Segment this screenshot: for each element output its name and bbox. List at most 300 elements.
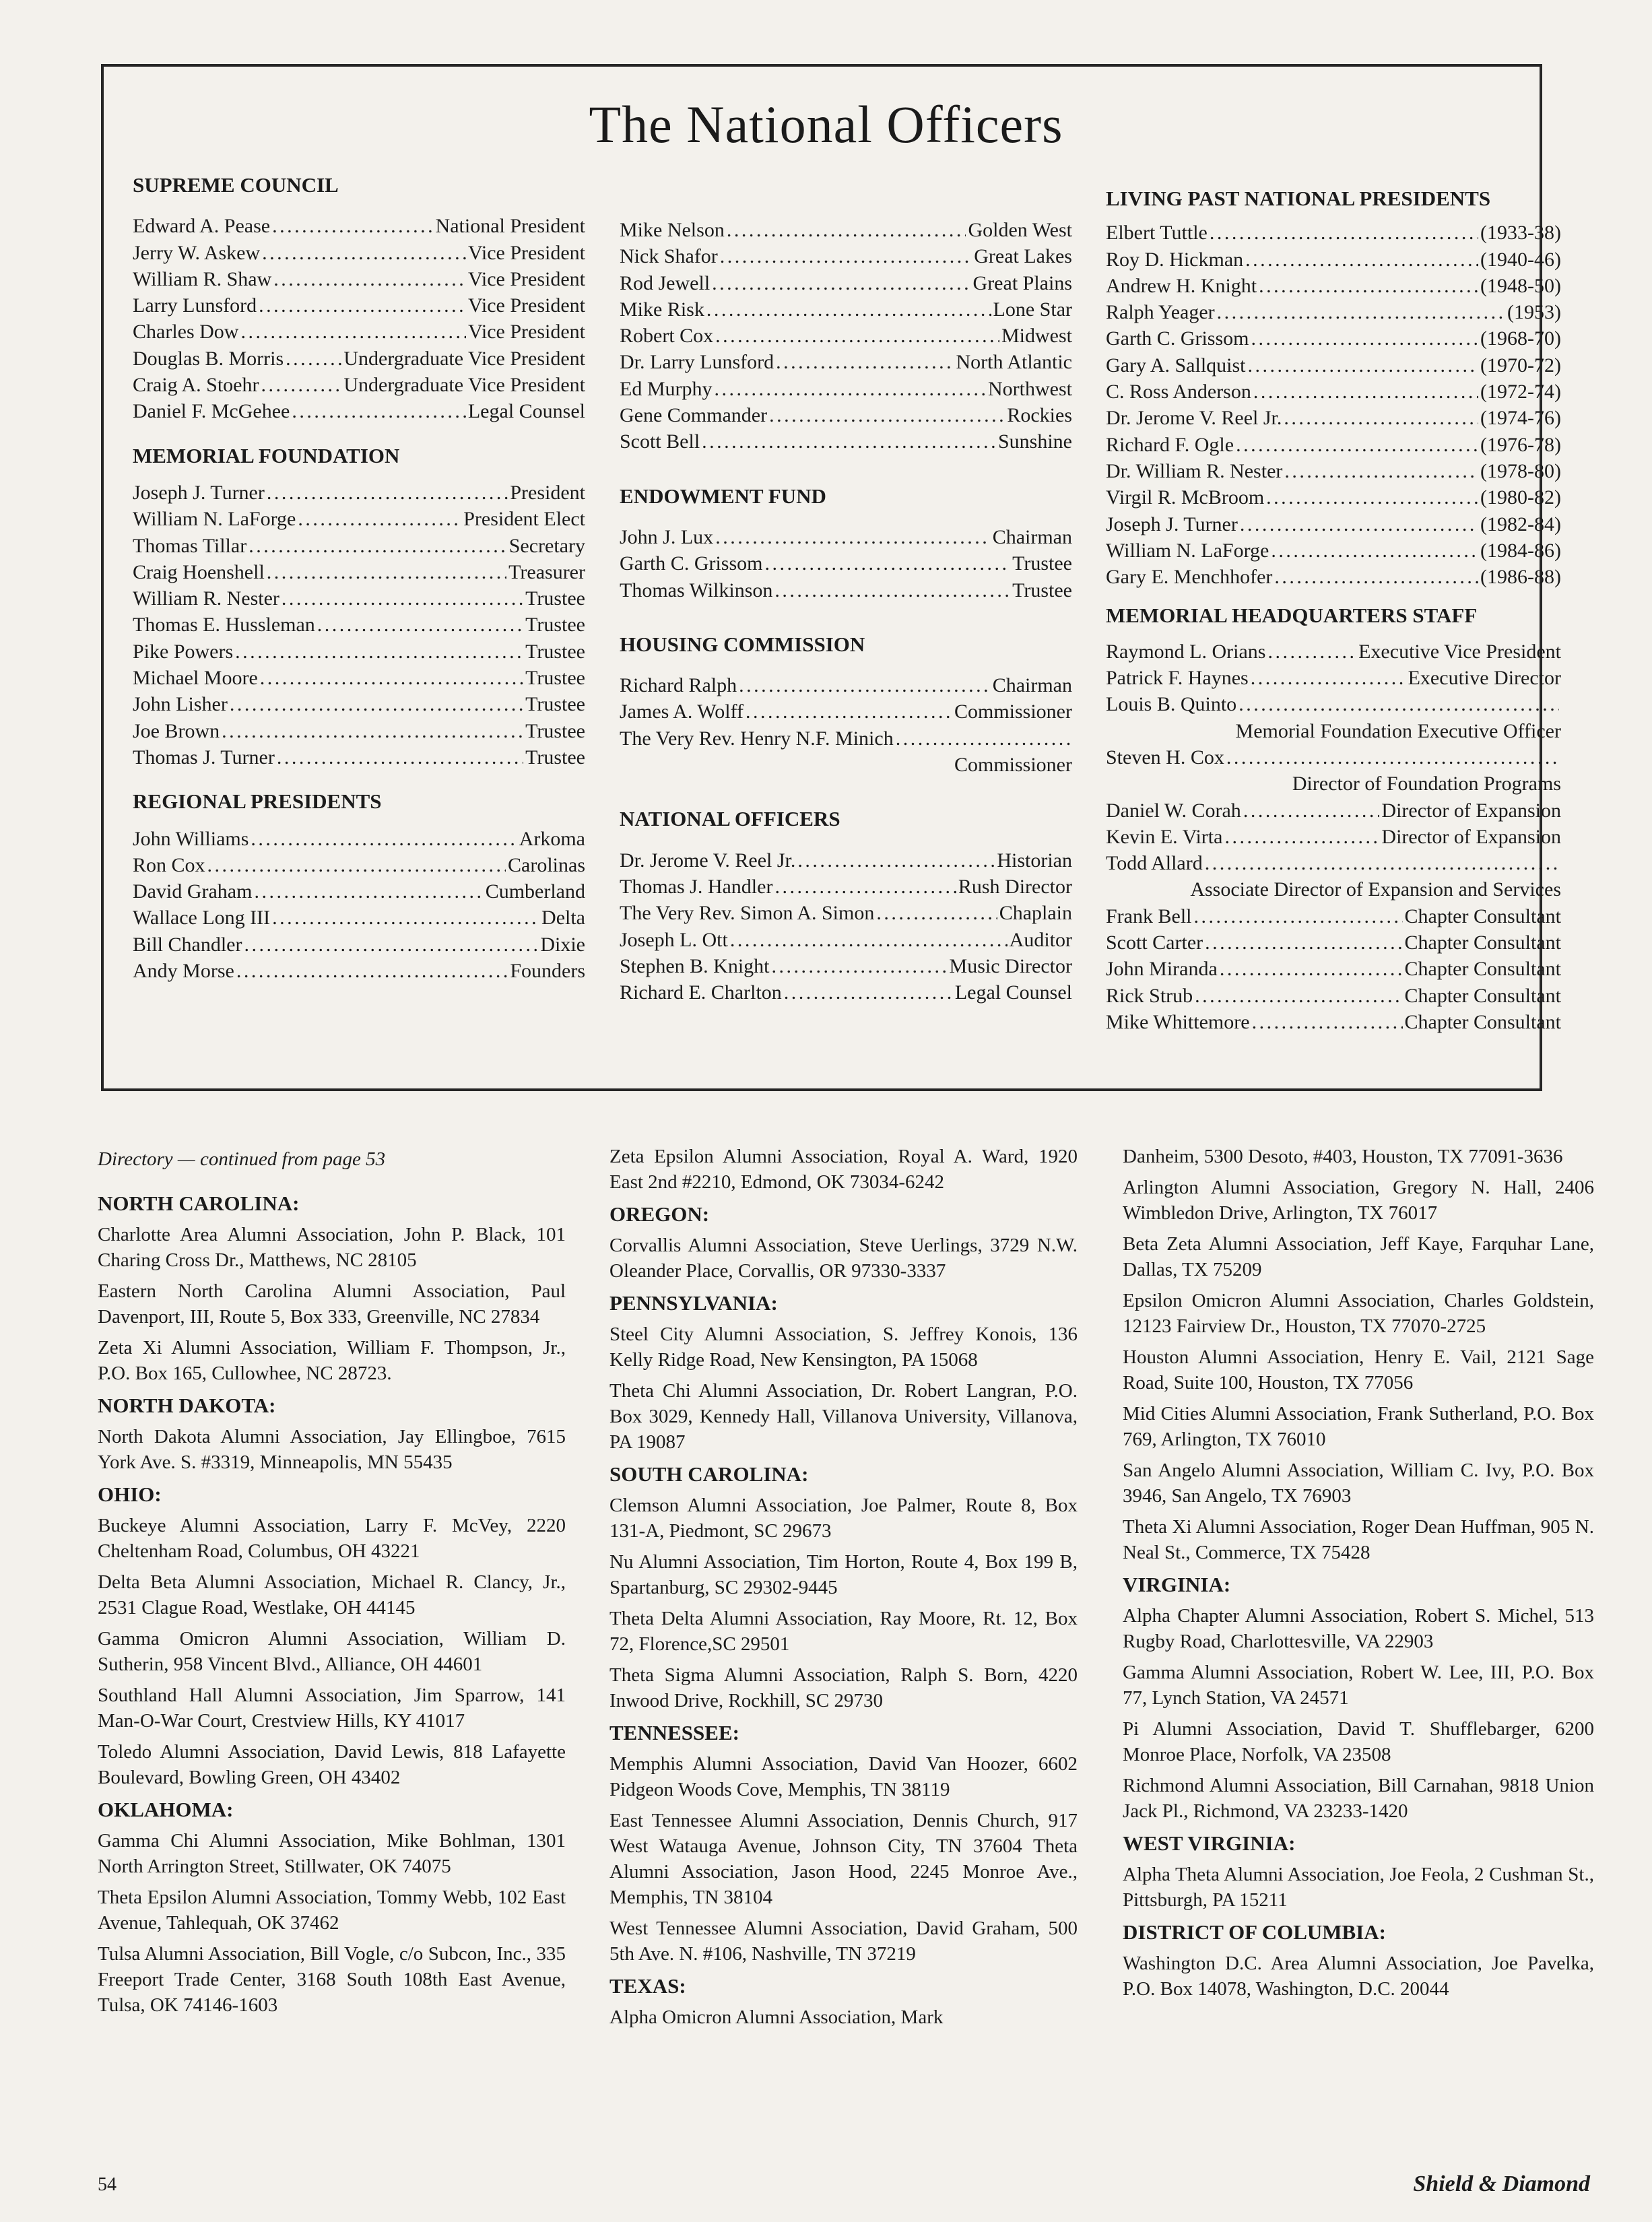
officer-role: (1953) <box>1507 301 1561 324</box>
officer-name: John Miranda <box>1106 958 1218 981</box>
officer-row <box>1106 405 1561 431</box>
officer-role: (1982-84) <box>1480 513 1561 535</box>
officer-row <box>1106 537 1561 564</box>
officer-role: Carolinas <box>508 853 585 876</box>
dot-leader <box>727 217 966 243</box>
directory-entry: Richmond Alumni Association, Bill Carnahan, 9818 Union Jack Pl., Richmond, VA 23233-1420 <box>1123 1775 1594 1822</box>
officer-row <box>1106 247 1561 273</box>
officer-row <box>133 292 585 319</box>
officer-row <box>1106 797 1561 824</box>
dot-leader <box>772 953 948 979</box>
officer-role: (1948-50) <box>1480 274 1561 297</box>
officer-name: Thomas J. Handler <box>620 875 773 898</box>
dot-leader <box>1274 564 1478 590</box>
officer-row <box>620 979 1072 1006</box>
officer-role: Golden West <box>968 219 1072 241</box>
directory-entry: Washington D.C. Area Alumni Association, Joe Pavelka, P.O. Box 14078, Washington, D.C. 20044 <box>1123 1953 1594 2000</box>
officer-row <box>133 878 585 905</box>
officer-name: Mike Nelson <box>620 219 725 241</box>
officer-role: North Atlantic <box>956 351 1072 374</box>
section-heading: NATIONAL OFFICERS <box>620 807 840 831</box>
officer-name: William R. Nester <box>133 587 279 610</box>
officer-name: Frank Bell <box>1106 905 1192 927</box>
officer-row <box>1106 929 1561 956</box>
officer-row <box>1106 1009 1561 1035</box>
directory-entry: Alpha Omicron Alumni Association, Mark <box>609 2006 944 2028</box>
officer-row <box>133 346 585 372</box>
officer-name: Rod Jewell <box>620 271 711 294</box>
officer-role: Auditor <box>1009 928 1072 951</box>
section-heading: ENDOWMENT FUND <box>620 484 826 508</box>
directory-entry: Gamma Alumni Association, Robert W. Lee, III, P.O. Box 77, Lynch Station, VA 24571 <box>1123 1662 1594 1709</box>
officer-name: Richard E. Charlton <box>620 981 782 1004</box>
officer-name: Pike Powers <box>133 640 234 663</box>
dot-leader <box>746 698 952 725</box>
dot-leader <box>1236 432 1478 458</box>
directory-entry: West Tennessee Alumni Association, David Graham, 500 5th Ave. N. #106, Nashville, TN 37219 <box>609 1918 1078 1965</box>
directory-list <box>98 1191 566 2018</box>
officer-row <box>620 698 1072 725</box>
officer-name: Andy Morse <box>133 960 234 983</box>
state-heading: DISTRICT OF COLUMBIA: <box>1123 1920 1386 1944</box>
dot-leader <box>715 376 987 402</box>
officer-name: Gene Commander <box>620 404 768 427</box>
directory-entry: Epsilon Omicron Alumni Association, Charles Goldstein, 12123 Fairview Dr., Houston, TX 77070-2725 <box>1123 1290 1594 1337</box>
officer-role: Vice President <box>468 267 585 290</box>
officer-row <box>620 243 1072 269</box>
officer-name: Mike Whittemore <box>1106 1010 1250 1033</box>
continued-note: Directory — continued from page 53 <box>98 1148 386 1170</box>
officer-name: Scott Bell <box>620 430 700 453</box>
state-heading: TEXAS: <box>609 1974 686 1998</box>
officer-role: (1933-38) <box>1480 222 1561 244</box>
dot-leader <box>240 319 466 345</box>
officer-role: President <box>510 481 585 504</box>
dot-leader <box>1259 273 1478 299</box>
officer-name: Edward A. Pease <box>133 215 271 238</box>
directory-entry: Tulsa Alumni Association, Bill Vogle, c/o Subcon, Inc., 335 Freeport Trade Center, 3168 South 108th East Avenue, Tulsa, OK 74146-1603 <box>98 1943 566 2016</box>
officer-row <box>133 533 585 559</box>
directory-entry: Theta Delta Alumni Association, Ray Moore, Rt. 12, Box 72, Florence,SC 29501 <box>609 1608 1078 1655</box>
officer-role: Trustee <box>1012 552 1072 575</box>
officer-row <box>133 691 585 717</box>
officer-name: Robert Cox <box>620 325 714 348</box>
dot-leader <box>896 725 1070 752</box>
dot-leader <box>720 243 972 269</box>
officer-row <box>1106 691 1561 717</box>
officer-row <box>620 672 1072 698</box>
dot-leader <box>236 958 508 984</box>
regional-presidents-list <box>133 826 585 985</box>
directory-entry: San Angelo Alumni Association, William C. Ivy, P.O. Box 3946, San Angelo, TX 76903 <box>1123 1460 1594 1507</box>
magazine-title: Shield & Diamond <box>1413 2171 1590 2196</box>
section-heading: LIVING PAST NATIONAL PRESIDENTS <box>1106 187 1491 210</box>
officer-role: Trustee <box>525 746 585 769</box>
officer-role: Chapter Consultant <box>1404 932 1561 954</box>
dot-leader <box>1205 929 1402 956</box>
dot-leader <box>262 240 466 266</box>
state-heading: OKLAHOMA: <box>98 1798 234 1821</box>
officer-row <box>133 398 585 424</box>
officer-role: Trustee <box>525 693 585 716</box>
dot-leader <box>230 691 523 717</box>
officer-role: Great Plains <box>972 271 1072 294</box>
directory-entry: Gamma Omicron Alumni Association, William D. Sutherin, 958 Vincent Blvd., Alliance, OH 44601 <box>98 1628 566 1675</box>
directory-entry: Mid Cities Alumni Association, Frank Sutherland, P.O. Box 769, Arlington, TX 76010 <box>1123 1403 1594 1450</box>
officer-name: Gary A. Sallquist <box>1106 354 1246 377</box>
directory-entry: Beta Zeta Alumni Association, Jeff Kaye, Farquhar Lane, Dallas, TX 75209 <box>1123 1233 1594 1280</box>
dot-leader <box>776 349 954 375</box>
officer-row <box>133 718 585 744</box>
officer-row <box>133 932 585 958</box>
dot-leader <box>259 292 466 319</box>
officer-name: Garth C. Grissom <box>1106 327 1249 350</box>
officer-name: Todd Allard <box>1106 852 1203 875</box>
officer-row <box>133 958 585 984</box>
state-heading: PENNSYLVANIA: <box>609 1291 778 1315</box>
officer-row <box>620 270 1072 296</box>
dot-leader <box>1248 352 1479 379</box>
section-heading: MEMORIAL FOUNDATION <box>133 443 400 467</box>
officer-name: James A. Wolff <box>620 700 744 723</box>
dot-leader <box>715 323 999 349</box>
officer-row <box>620 953 1072 979</box>
directory-entry: Memphis Alumni Association, David Van Hoozer, 6602 Pidgeon Woods Cove, Memphis, TN 38119 <box>609 1753 1078 1800</box>
officer-role: (1978-80) <box>1480 459 1561 482</box>
state-heading: OREGON: <box>609 1202 710 1226</box>
officer-role: Trustee <box>525 719 585 742</box>
dot-leader <box>273 266 466 292</box>
officer-name: Thomas E. Hussleman <box>133 614 315 636</box>
officer-row <box>133 639 585 665</box>
officer-name: Thomas J. Turner <box>133 746 275 769</box>
dot-leader <box>235 639 523 665</box>
officer-row <box>1106 220 1561 246</box>
dot-leader <box>1226 744 1559 771</box>
officer-role: Memorial Foundation Executive Officer <box>1235 719 1561 742</box>
officer-row <box>620 874 1072 900</box>
officer-role: (1970-72) <box>1480 354 1561 377</box>
officer-role: Legal Counsel <box>954 981 1072 1004</box>
officer-role: Treasurer <box>508 560 585 583</box>
officer-role: (1980-82) <box>1480 486 1561 509</box>
officer-name: Joseph J. Turner <box>1106 513 1238 535</box>
officer-role: Vice President <box>468 321 585 344</box>
dot-leader <box>251 826 517 852</box>
officer-name: John Williams <box>133 827 249 850</box>
officer-role: Commissioner <box>954 700 1072 723</box>
dot-leader <box>1284 405 1478 431</box>
officer-name: Dr. William R. Nester <box>1106 459 1283 482</box>
officer-name: The Very Rev. Simon A. Simon <box>620 902 875 925</box>
officer-role: Trustee <box>525 667 585 690</box>
officer-name: William N. LaForge <box>1106 539 1269 562</box>
officer-row <box>133 744 585 771</box>
officer-row <box>133 905 585 931</box>
dot-leader <box>292 398 466 424</box>
dot-leader <box>286 346 341 372</box>
dot-leader <box>244 932 538 958</box>
directory-entry: Theta Xi Alumni Association, Roger Dean Huffman, 905 N. Neal St., Commerce, TX 75428 <box>1123 1516 1594 1563</box>
officer-name: Jerry W. Askew <box>133 241 261 264</box>
dot-leader <box>261 372 342 398</box>
officer-role: Chaplain <box>999 902 1072 925</box>
officer-role: Chairman <box>992 525 1072 548</box>
officer-name: David Graham <box>133 880 253 903</box>
officer-role: Chapter Consultant <box>1404 1010 1561 1033</box>
dot-leader <box>784 979 953 1006</box>
officer-row <box>133 480 585 506</box>
directory-entry: Alpha Theta Alumni Association, Joe Feola, 2 Cushman St., Pittsburgh, PA 15211 <box>1123 1864 1594 1911</box>
officer-role: Delta <box>541 907 585 929</box>
dot-leader <box>1252 1009 1403 1035</box>
page-title: The National Officers <box>589 95 1063 154</box>
officer-role: Executive Director <box>1408 667 1561 690</box>
officer-row <box>1106 511 1561 537</box>
officer-row <box>133 319 585 345</box>
dot-leader <box>222 718 523 744</box>
officer-name: Charles Dow <box>133 321 239 344</box>
directory-list <box>609 1144 1078 2030</box>
officer-name: Scott Carter <box>1106 932 1203 954</box>
section-heading: HOUSING COMMISSION <box>620 632 865 656</box>
dot-leader <box>1238 691 1559 717</box>
officer-row <box>620 217 1072 243</box>
dot-leader <box>706 296 991 323</box>
officer-role: Great Lakes <box>974 245 1072 268</box>
officer-name: John Lisher <box>133 693 228 716</box>
dot-leader <box>282 585 523 612</box>
officer-row <box>1106 956 1561 982</box>
directory-entry: Nu Alumni Association, Tim Horton, Route 4, Box 199 B, Spartanburg, SC 29302-9445 <box>609 1551 1078 1598</box>
dot-leader <box>774 874 956 900</box>
dot-leader <box>1267 639 1356 665</box>
officer-name: William N. LaForge <box>133 508 296 531</box>
dot-leader <box>1266 484 1478 511</box>
officer-name: Nick Shafor <box>620 245 718 268</box>
officer-name: Andrew H. Knight <box>1106 274 1257 297</box>
officer-row <box>620 577 1072 603</box>
dot-leader <box>1251 665 1406 691</box>
officer-row <box>133 852 585 878</box>
officer-row <box>620 376 1072 402</box>
regions-list <box>620 217 1072 455</box>
past-presidents-list <box>1106 220 1561 590</box>
dot-leader <box>1224 824 1379 850</box>
officer-role: Chapter Consultant <box>1404 984 1561 1007</box>
officer-role: Director of Foundation Programs <box>1292 773 1561 795</box>
officer-role: Chapter Consultant <box>1404 905 1561 927</box>
officer-role: Director of Expansion <box>1381 799 1561 822</box>
dot-leader <box>260 665 523 691</box>
directory-entry: Corvallis Alumni Association, Steve Uerlings, 3729 N.W. Oleander Place, Corvallis, OR 97330-3337 <box>609 1235 1078 1282</box>
officer-name: Ed Murphy <box>620 377 713 400</box>
officer-role: Associate Director of Expansion and Services <box>1190 878 1561 901</box>
directory-entry: Theta Sigma Alumni Association, Ralph S. Born, 4220 Inwood Drive, Rockhill, SC 29730 <box>609 1664 1078 1711</box>
dot-leader <box>702 428 996 455</box>
officer-role: Chapter Consultant <box>1404 958 1561 981</box>
officer-row <box>620 323 1072 349</box>
directory-entry: Theta Epsilon Alumni Association, Tommy Webb, 102 East Avenue, Tahlequah, OK 37462 <box>98 1887 566 1934</box>
officer-role: Rush Director <box>958 875 1072 898</box>
directory-entry: Alpha Chapter Alumni Association, Robert S. Michel, 513 Rugby Road, Charlottesville, VA 22903 <box>1123 1605 1594 1652</box>
officer-row <box>133 826 585 852</box>
dot-leader <box>797 847 995 874</box>
state-heading: WEST VIRGINIA: <box>1123 1831 1296 1855</box>
officer-row <box>133 585 585 612</box>
dot-leader <box>1245 247 1478 273</box>
officer-row <box>1106 273 1561 299</box>
directory-entry: Arlington Alumni Association, Gregory N. Hall, 2406 Wimbledon Drive, Arlington, TX 76017 <box>1123 1177 1594 1224</box>
dot-leader <box>876 900 997 926</box>
officer-role: (1976-78) <box>1480 433 1561 456</box>
officer-name: Thomas Tillar <box>133 534 247 557</box>
officer-name: Patrick F. Haynes <box>1106 667 1249 690</box>
dot-leader <box>1195 983 1402 1009</box>
dot-leader <box>1240 511 1478 537</box>
officer-role: Trustee <box>1012 579 1072 601</box>
officer-role: (1940-46) <box>1480 248 1561 271</box>
officer-name: Daniel F. McGehee <box>133 400 290 423</box>
officer-row <box>620 927 1072 953</box>
supreme-council-list <box>133 213 585 424</box>
hq-staff-list <box>1106 639 1561 1035</box>
officers-column-3 <box>1106 185 1561 1035</box>
page-number: 54 <box>98 2174 117 2195</box>
officer-name: Stephen B. Knight <box>620 954 770 977</box>
officer-role: (1968-70) <box>1480 327 1561 350</box>
dot-leader <box>254 878 483 905</box>
dot-leader <box>769 402 1005 428</box>
officer-row <box>620 725 1072 752</box>
officer-name: Ron Cox <box>133 853 205 876</box>
officer-role: Northwest <box>988 377 1072 400</box>
officer-name: William R. Shaw <box>133 267 272 290</box>
officer-role: (1986-88) <box>1480 566 1561 589</box>
officer-role: Historian <box>997 849 1072 872</box>
officer-name: Garth C. Grissom <box>620 552 763 575</box>
officer-role: Director of Expansion <box>1381 825 1561 848</box>
directory-entry: Pi Alumni Association, David T. Shufflebarger, 6200 Monroe Place, Norfolk, VA 23508 <box>1123 1718 1594 1765</box>
officer-row <box>620 524 1072 550</box>
officer-row <box>133 665 585 691</box>
dot-leader <box>277 744 523 771</box>
officer-row <box>133 266 585 292</box>
officer-name: Joseph J. Turner <box>133 481 265 504</box>
dot-leader <box>267 480 508 506</box>
officer-role: (1972-74) <box>1480 381 1561 403</box>
dot-leader <box>1253 379 1478 405</box>
officer-name: John J. Lux <box>620 525 714 548</box>
officer-role: (1984-86) <box>1480 539 1561 562</box>
officer-role: Midwest <box>1001 325 1072 348</box>
state-heading: SOUTH CAROLINA: <box>609 1462 809 1486</box>
directory-entry: Gamma Chi Alumni Association, Mike Bohlman, 1301 North Arrington Street, Stillwater, OK 74075 <box>98 1830 566 1877</box>
state-heading: TENNESSEE: <box>609 1721 739 1744</box>
directory-column-1 <box>98 1146 566 2023</box>
officer-name: Dr. Jerome V. Reel Jr. <box>1106 407 1282 430</box>
directory-entry: Eastern North Carolina Alumni Association, Paul Davenport, III, Route 5, Box 333, Greenville, NC 27834 <box>98 1280 566 1328</box>
officer-row <box>620 349 1072 375</box>
dot-leader <box>1271 537 1478 564</box>
officer-row <box>620 900 1072 926</box>
officer-row <box>1106 352 1561 379</box>
dot-leader <box>1205 850 1559 876</box>
officer-role: Executive Vice President <box>1358 640 1561 663</box>
officer-row <box>1106 564 1561 590</box>
officer-name: Ralph Yeager <box>1106 301 1215 324</box>
officer-name: Joseph L. Ott <box>620 928 728 951</box>
officer-role: Vice President <box>468 241 585 264</box>
officer-role: Cumberland <box>485 880 585 903</box>
officer-name: Virgil R. McBroom <box>1106 486 1265 509</box>
officer-name: Steven H. Cox <box>1106 746 1224 769</box>
officer-name: Mike Risk <box>620 298 704 321</box>
directory-entry: Danheim, 5300 Desoto, #403, Houston, TX 77091-3636 <box>1123 1146 1563 1167</box>
officer-row <box>1106 850 1561 876</box>
officer-role: Commissioner <box>954 754 1072 777</box>
dot-leader <box>272 905 539 931</box>
dot-leader <box>317 612 523 638</box>
officer-role: Arkoma <box>519 827 585 850</box>
directory-entry: Buckeye Alumni Association, Larry F. McVey, 2220 Cheltenham Road, Columbus, OH 43221 <box>98 1515 566 1562</box>
dot-leader <box>207 852 506 878</box>
directory-entry: Steel City Alumni Association, S. Jeffrey Konois, 136 Kelly Ridge Road, New Kensington, PA 15068 <box>609 1324 1078 1371</box>
officer-role: Founders <box>510 960 585 983</box>
officer-name: Elbert Tuttle <box>1106 222 1208 244</box>
state-heading: OHIO: <box>98 1482 162 1506</box>
officer-name: Thomas Wilkinson <box>620 579 773 601</box>
officer-row <box>133 559 585 585</box>
officer-row <box>133 612 585 638</box>
officer-name: Joe Brown <box>133 719 220 742</box>
memorial-foundation-list <box>133 480 585 771</box>
officer-role: Vice President <box>468 294 585 317</box>
officer-row <box>1106 458 1561 484</box>
dot-leader <box>267 559 506 585</box>
national-officers-list <box>620 847 1072 1006</box>
officer-role: Chairman <box>992 674 1072 697</box>
endowment-fund-list <box>620 524 1072 603</box>
officer-role: Rockies <box>1007 404 1072 427</box>
dot-leader <box>715 524 991 550</box>
officer-name: Roy D. Hickman <box>1106 248 1244 271</box>
officer-row <box>1106 744 1561 771</box>
officer-role: Legal Counsel <box>467 400 585 423</box>
directory-entry: Theta Chi Alumni Association, Dr. Robert Langran, P.O. Box 3029, Kennedy Hall, Villanova University, Villanova, PA 19087 <box>609 1380 1078 1453</box>
officer-name: Douglas B. Morris <box>133 347 284 370</box>
officer-row <box>1106 432 1561 458</box>
officer-name: Louis B. Quinto <box>1106 693 1237 716</box>
state-heading: VIRGINIA: <box>1123 1573 1231 1596</box>
officer-role: Music Director <box>949 954 1072 977</box>
officer-name: Richard F. Ogle <box>1106 433 1234 456</box>
officer-row <box>1106 379 1561 405</box>
officer-role: (1974-76) <box>1480 407 1561 430</box>
officer-row <box>1106 639 1561 665</box>
officer-row <box>133 240 585 266</box>
officer-name: Wallace Long III <box>133 907 271 929</box>
directory-entry: Zeta Xi Alumni Association, William F. Thompson, Jr., P.O. Box 165, Cullowhee, NC 28723. <box>98 1337 566 1384</box>
officer-row <box>1106 299 1561 325</box>
officer-role: Secretary <box>508 534 585 557</box>
officer-role: Sunshine <box>997 430 1072 453</box>
officer-name: Raymond L. Orians <box>1106 640 1266 663</box>
officer-row <box>620 428 1072 455</box>
officer-name: Larry Lunsford <box>133 294 257 317</box>
officer-name: Michael Moore <box>133 667 258 690</box>
directory-entry: Clemson Alumni Association, Joe Palmer, Route 8, Box 131-A, Piedmont, SC 29673 <box>609 1495 1078 1542</box>
